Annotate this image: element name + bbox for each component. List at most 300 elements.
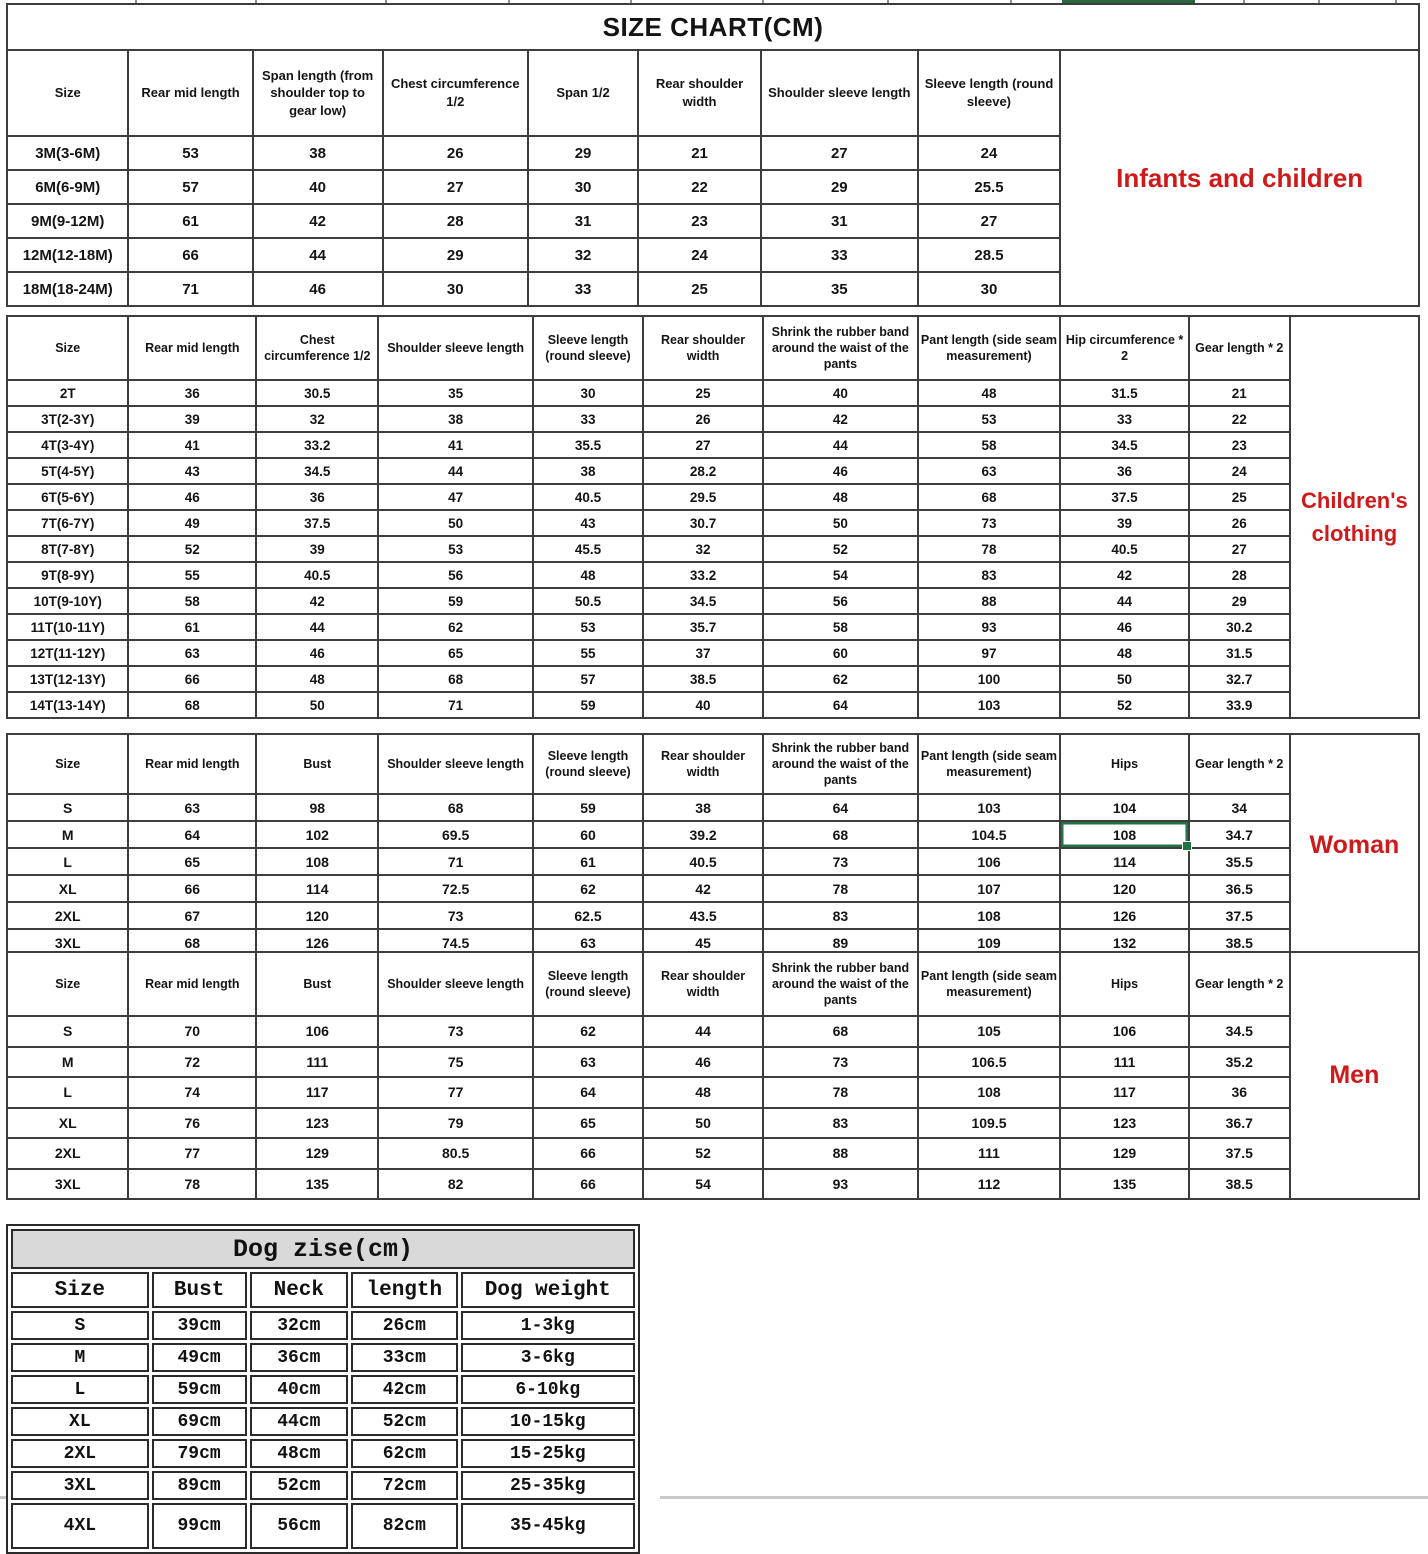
data-cell[interactable]: 48	[533, 562, 643, 588]
column-header[interactable]: Pant length (side seam measurement)	[918, 952, 1061, 1016]
data-cell[interactable]: 31.5	[1189, 640, 1290, 666]
column-header[interactable]: Bust	[256, 734, 378, 794]
data-cell[interactable]: 50	[643, 1108, 763, 1139]
data-cell[interactable]: 78	[763, 1077, 918, 1108]
data-cell[interactable]: 108	[256, 848, 378, 875]
data-cell[interactable]: 57	[128, 170, 252, 204]
data-cell[interactable]: 73	[763, 848, 918, 875]
data-cell[interactable]: 24	[918, 136, 1061, 170]
row-size-label[interactable]: XL	[7, 875, 128, 902]
data-cell[interactable]: 30.7	[643, 510, 763, 536]
data-cell[interactable]: 34.5	[256, 458, 378, 484]
data-cell[interactable]: 68	[378, 666, 533, 692]
row-size-label[interactable]: 9M(9-12M)	[7, 204, 128, 238]
data-cell[interactable]: 108	[918, 902, 1061, 929]
data-cell[interactable]: 41	[128, 432, 256, 458]
row-size-label[interactable]: L	[7, 848, 128, 875]
data-cell[interactable]: 35	[378, 380, 533, 406]
data-cell[interactable]: 30.5	[256, 380, 378, 406]
data-cell[interactable]: 89	[763, 929, 918, 956]
data-cell[interactable]: 66	[128, 666, 256, 692]
column-header[interactable]: Shrink the rubber band around the waist of the pants	[763, 952, 918, 1016]
data-cell[interactable]: 48	[918, 380, 1061, 406]
data-cell[interactable]: 71	[378, 692, 533, 718]
data-cell[interactable]: 40	[643, 692, 763, 718]
data-cell[interactable]: 42	[256, 588, 378, 614]
data-cell[interactable]: 78	[918, 536, 1061, 562]
data-cell[interactable]: 129	[1060, 1138, 1188, 1169]
row-size-label[interactable]: 18M(18-24M)	[7, 272, 128, 306]
data-cell[interactable]: 25	[638, 272, 761, 306]
data-cell[interactable]: 35.5	[1189, 848, 1290, 875]
data-cell[interactable]: 72	[128, 1047, 256, 1078]
row-size-label[interactable]: 2XL	[7, 1138, 128, 1169]
data-cell[interactable]: 32	[256, 406, 378, 432]
column-header[interactable]: Rear mid length	[128, 316, 256, 380]
data-cell[interactable]: 44	[378, 458, 533, 484]
data-cell[interactable]: 45	[643, 929, 763, 956]
column-header[interactable]: Size	[7, 316, 128, 380]
data-cell[interactable]: 40	[763, 380, 918, 406]
row-size-label[interactable]: 4T(3-4Y)	[7, 432, 128, 458]
data-cell[interactable]: 79	[378, 1108, 533, 1139]
data-cell[interactable]: 57	[533, 666, 643, 692]
data-cell[interactable]: 26	[383, 136, 528, 170]
data-cell[interactable]: 30	[383, 272, 528, 306]
data-cell[interactable]: 111	[918, 1138, 1061, 1169]
data-cell[interactable]: 29.5	[643, 484, 763, 510]
row-size-label[interactable]: 14T(13-14Y)	[7, 692, 128, 718]
data-cell[interactable]: 68	[128, 929, 256, 956]
data-cell[interactable]: 39	[256, 536, 378, 562]
data-cell[interactable]: 64	[763, 692, 918, 718]
data-cell[interactable]: 69.5	[378, 821, 533, 848]
data-cell[interactable]: 71	[378, 848, 533, 875]
column-header[interactable]: Span length (from shoulder top to gear low)	[253, 50, 383, 136]
data-cell[interactable]: 83	[763, 902, 918, 929]
row-size-label[interactable]: S	[7, 1016, 128, 1047]
selected-cell[interactable]: 108	[1060, 821, 1188, 848]
column-header[interactable]: Gear length * 2	[1189, 734, 1290, 794]
data-cell[interactable]: 34	[1189, 794, 1290, 821]
data-cell[interactable]: 65	[128, 848, 256, 875]
column-header[interactable]: Span 1/2	[528, 50, 638, 136]
column-header[interactable]: Sleeve length (round sleeve)	[533, 952, 643, 1016]
data-cell[interactable]: 66	[533, 1138, 643, 1169]
data-cell[interactable]: 77	[128, 1138, 256, 1169]
column-header[interactable]: Rear shoulder width	[643, 952, 763, 1016]
data-cell[interactable]: 62	[378, 614, 533, 640]
data-cell[interactable]: 36	[1189, 1077, 1290, 1108]
data-cell[interactable]: 63	[128, 640, 256, 666]
data-cell[interactable]: 36	[256, 484, 378, 510]
column-header[interactable]: Size	[7, 50, 128, 136]
data-cell[interactable]: 40.5	[643, 848, 763, 875]
data-cell[interactable]: 73	[378, 902, 533, 929]
data-cell[interactable]: 93	[763, 1169, 918, 1200]
data-cell[interactable]: 117	[1060, 1077, 1188, 1108]
data-cell[interactable]: 107	[918, 875, 1061, 902]
data-cell[interactable]: 50.5	[533, 588, 643, 614]
data-cell[interactable]: 135	[1060, 1169, 1188, 1200]
column-header[interactable]: Chest circumference 1/2	[256, 316, 378, 380]
column-header[interactable]: Rear shoulder width	[643, 734, 763, 794]
data-cell[interactable]: 68	[763, 821, 918, 848]
data-cell[interactable]: 31	[761, 204, 918, 238]
data-cell[interactable]: 32.7	[1189, 666, 1290, 692]
data-cell[interactable]: 58	[763, 614, 918, 640]
selection-fill-handle[interactable]	[1182, 841, 1192, 851]
data-cell[interactable]: 46	[643, 1047, 763, 1078]
data-cell[interactable]: 74	[128, 1077, 256, 1108]
data-cell[interactable]: 62	[763, 666, 918, 692]
data-cell[interactable]: 23	[1189, 432, 1290, 458]
data-cell[interactable]: 44	[763, 432, 918, 458]
data-cell[interactable]: 50	[763, 510, 918, 536]
data-cell[interactable]: 104	[1060, 794, 1188, 821]
data-cell[interactable]: 63	[918, 458, 1061, 484]
row-size-label[interactable]: S	[7, 794, 128, 821]
data-cell[interactable]: 22	[638, 170, 761, 204]
data-cell[interactable]: 104.5	[918, 821, 1061, 848]
data-cell[interactable]: 44	[253, 238, 383, 272]
data-cell[interactable]: 64	[128, 821, 256, 848]
data-cell[interactable]: 64	[763, 794, 918, 821]
data-cell[interactable]: 53	[378, 536, 533, 562]
data-cell[interactable]: 106.5	[918, 1047, 1061, 1078]
data-cell[interactable]: 27	[383, 170, 528, 204]
data-cell[interactable]: 40.5	[1060, 536, 1188, 562]
data-cell[interactable]: 58	[918, 432, 1061, 458]
data-cell[interactable]: 59	[378, 588, 533, 614]
data-cell[interactable]: 66	[533, 1169, 643, 1200]
data-cell[interactable]: 24	[638, 238, 761, 272]
column-header[interactable]: Pant length (side seam measurement)	[918, 734, 1061, 794]
data-cell[interactable]: 37.5	[1189, 1138, 1290, 1169]
data-cell[interactable]: 74.5	[378, 929, 533, 956]
data-cell[interactable]: 21	[1189, 380, 1290, 406]
data-cell[interactable]: 120	[256, 902, 378, 929]
row-size-label[interactable]: 10T(9-10Y)	[7, 588, 128, 614]
data-cell[interactable]: 106	[918, 848, 1061, 875]
data-cell[interactable]: 78	[128, 1169, 256, 1200]
data-cell[interactable]: 35	[761, 272, 918, 306]
data-cell[interactable]: 67	[128, 902, 256, 929]
data-cell[interactable]: 65	[533, 1108, 643, 1139]
data-cell[interactable]: 55	[128, 562, 256, 588]
data-cell[interactable]: 97	[918, 640, 1061, 666]
column-header[interactable]: Gear length * 2	[1189, 316, 1290, 380]
column-header[interactable]: Size	[7, 734, 128, 794]
data-cell[interactable]: 54	[763, 562, 918, 588]
data-cell[interactable]: 48	[1060, 640, 1188, 666]
data-cell[interactable]: 43	[533, 510, 643, 536]
data-cell[interactable]: 27	[918, 204, 1061, 238]
data-cell[interactable]: 46	[253, 272, 383, 306]
data-cell[interactable]: 44	[256, 614, 378, 640]
data-cell[interactable]: 42	[643, 875, 763, 902]
data-cell[interactable]: 65	[378, 640, 533, 666]
data-cell[interactable]: 27	[643, 432, 763, 458]
row-size-label[interactable]: 3XL	[7, 929, 128, 956]
data-cell[interactable]: 36	[128, 380, 256, 406]
data-cell[interactable]: 21	[638, 136, 761, 170]
data-cell[interactable]: 66	[128, 875, 256, 902]
data-cell[interactable]: 106	[1060, 1016, 1188, 1047]
data-cell[interactable]: 63	[128, 794, 256, 821]
data-cell[interactable]: 22	[1189, 406, 1290, 432]
data-cell[interactable]: 23	[638, 204, 761, 238]
row-size-label[interactable]: 12T(11-12Y)	[7, 640, 128, 666]
data-cell[interactable]: 33	[761, 238, 918, 272]
data-cell[interactable]: 60	[533, 821, 643, 848]
data-cell[interactable]: 80.5	[378, 1138, 533, 1169]
data-cell[interactable]: 88	[763, 1138, 918, 1169]
data-cell[interactable]: 29	[383, 238, 528, 272]
data-cell[interactable]: 36.7	[1189, 1108, 1290, 1139]
data-cell[interactable]: 34.5	[1060, 432, 1188, 458]
row-size-label[interactable]: 9T(8-9Y)	[7, 562, 128, 588]
data-cell[interactable]: 34.7	[1189, 821, 1290, 848]
data-cell[interactable]: 56	[763, 588, 918, 614]
row-size-label[interactable]: 2XL	[7, 902, 128, 929]
data-cell[interactable]: 103	[918, 692, 1061, 718]
data-cell[interactable]: 38.5	[1189, 1169, 1290, 1200]
data-cell[interactable]: 132	[1060, 929, 1188, 956]
data-cell[interactable]: 37	[643, 640, 763, 666]
data-cell[interactable]: 70	[128, 1016, 256, 1047]
data-cell[interactable]: 35.7	[643, 614, 763, 640]
data-cell[interactable]: 52	[763, 536, 918, 562]
data-cell[interactable]: 123	[1060, 1108, 1188, 1139]
data-cell[interactable]: 24	[1189, 458, 1290, 484]
data-cell[interactable]: 68	[128, 692, 256, 718]
row-size-label[interactable]: 3M(3-6M)	[7, 136, 128, 170]
data-cell[interactable]: 46	[256, 640, 378, 666]
data-cell[interactable]: 68	[763, 1016, 918, 1047]
data-cell[interactable]: 38	[253, 136, 383, 170]
data-cell[interactable]: 46	[763, 458, 918, 484]
data-cell[interactable]: 30	[918, 272, 1061, 306]
row-size-label[interactable]: 6M(6-9M)	[7, 170, 128, 204]
data-cell[interactable]: 40.5	[256, 562, 378, 588]
data-cell[interactable]: 61	[533, 848, 643, 875]
data-cell[interactable]: 38	[533, 458, 643, 484]
data-cell[interactable]: 112	[918, 1169, 1061, 1200]
data-cell[interactable]: 102	[256, 821, 378, 848]
data-cell[interactable]: 62.5	[533, 902, 643, 929]
row-size-label[interactable]: 11T(10-11Y)	[7, 614, 128, 640]
data-cell[interactable]: 114	[1060, 848, 1188, 875]
column-header[interactable]: Gear length * 2	[1189, 952, 1290, 1016]
data-cell[interactable]: 42	[253, 204, 383, 238]
data-cell[interactable]: 33.9	[1189, 692, 1290, 718]
data-cell[interactable]: 109.5	[918, 1108, 1061, 1139]
data-cell[interactable]: 27	[1189, 536, 1290, 562]
data-cell[interactable]: 30	[533, 380, 643, 406]
data-cell[interactable]: 28.5	[918, 238, 1061, 272]
data-cell[interactable]: 33.2	[256, 432, 378, 458]
data-cell[interactable]: 52	[128, 536, 256, 562]
data-cell[interactable]: 25	[643, 380, 763, 406]
data-cell[interactable]: 48	[643, 1077, 763, 1108]
data-cell[interactable]: 78	[763, 875, 918, 902]
data-cell[interactable]: 71	[128, 272, 252, 306]
row-size-label[interactable]: 13T(12-13Y)	[7, 666, 128, 692]
data-cell[interactable]: 31	[528, 204, 638, 238]
data-cell[interactable]: 33	[1060, 406, 1188, 432]
data-cell[interactable]: 73	[918, 510, 1061, 536]
column-header[interactable]: Hip circumference * 2	[1060, 316, 1188, 380]
data-cell[interactable]: 50	[256, 692, 378, 718]
data-cell[interactable]: 42	[1060, 562, 1188, 588]
column-header[interactable]: Rear shoulder width	[638, 50, 761, 136]
data-cell[interactable]: 52	[1060, 692, 1188, 718]
column-header[interactable]: Pant length (side seam measurement)	[918, 316, 1061, 380]
data-cell[interactable]: 38	[643, 794, 763, 821]
data-cell[interactable]: 41	[378, 432, 533, 458]
data-cell[interactable]: 108	[918, 1077, 1061, 1108]
row-size-label[interactable]: 3XL	[7, 1169, 128, 1200]
data-cell[interactable]: 43.5	[643, 902, 763, 929]
data-cell[interactable]: 25	[1189, 484, 1290, 510]
data-cell[interactable]: 50	[378, 510, 533, 536]
data-cell[interactable]: 63	[533, 929, 643, 956]
data-cell[interactable]: 47	[378, 484, 533, 510]
data-cell[interactable]: 68	[918, 484, 1061, 510]
data-cell[interactable]: 50	[1060, 666, 1188, 692]
data-cell[interactable]: 25.5	[918, 170, 1061, 204]
column-header[interactable]: Sleeve length (round sleeve)	[533, 316, 643, 380]
data-cell[interactable]: 72.5	[378, 875, 533, 902]
row-size-label[interactable]: 5T(4-5Y)	[7, 458, 128, 484]
column-header[interactable]: Shrink the rubber band around the waist of the pants	[763, 734, 918, 794]
data-cell[interactable]: 60	[763, 640, 918, 666]
data-cell[interactable]: 37.5	[1060, 484, 1188, 510]
data-cell[interactable]: 28.2	[643, 458, 763, 484]
data-cell[interactable]: 33.2	[643, 562, 763, 588]
data-cell[interactable]: 126	[1060, 902, 1188, 929]
column-header[interactable]: Shoulder sleeve length	[378, 734, 533, 794]
data-cell[interactable]: 82	[378, 1169, 533, 1200]
column-header[interactable]: Shoulder sleeve length	[378, 316, 533, 380]
data-cell[interactable]: 37.5	[1189, 902, 1290, 929]
data-cell[interactable]: 88	[918, 588, 1061, 614]
data-cell[interactable]: 46	[128, 484, 256, 510]
data-cell[interactable]: 100	[918, 666, 1061, 692]
data-cell[interactable]: 106	[256, 1016, 378, 1047]
data-cell[interactable]: 49	[128, 510, 256, 536]
data-cell[interactable]: 64	[533, 1077, 643, 1108]
data-cell[interactable]: 33	[533, 406, 643, 432]
data-cell[interactable]: 135	[256, 1169, 378, 1200]
data-cell[interactable]: 61	[128, 204, 252, 238]
data-cell[interactable]: 61	[128, 614, 256, 640]
data-cell[interactable]: 126	[256, 929, 378, 956]
data-cell[interactable]: 40.5	[533, 484, 643, 510]
data-cell[interactable]: 48	[256, 666, 378, 692]
data-cell[interactable]: 34.5	[643, 588, 763, 614]
data-cell[interactable]: 53	[533, 614, 643, 640]
column-header[interactable]: Rear mid length	[128, 952, 256, 1016]
data-cell[interactable]: 76	[128, 1108, 256, 1139]
column-header[interactable]: Hips	[1060, 734, 1188, 794]
column-header[interactable]: Shoulder sleeve length	[378, 952, 533, 1016]
data-cell[interactable]: 129	[256, 1138, 378, 1169]
data-cell[interactable]: 38	[378, 406, 533, 432]
data-cell[interactable]: 33	[528, 272, 638, 306]
data-cell[interactable]: 36.5	[1189, 875, 1290, 902]
data-cell[interactable]: 105	[918, 1016, 1061, 1047]
data-cell[interactable]: 39	[1060, 510, 1188, 536]
data-cell[interactable]: 26	[643, 406, 763, 432]
column-header[interactable]: Shrink the rubber band around the waist of the pants	[763, 316, 918, 380]
data-cell[interactable]: 59	[533, 794, 643, 821]
data-cell[interactable]: 111	[1060, 1047, 1188, 1078]
data-cell[interactable]: 73	[763, 1047, 918, 1078]
column-header[interactable]: Rear mid length	[128, 50, 252, 136]
data-cell[interactable]: 73	[378, 1016, 533, 1047]
data-cell[interactable]: 53	[918, 406, 1061, 432]
row-size-label[interactable]: M	[7, 1047, 128, 1078]
data-cell[interactable]: 27	[761, 136, 918, 170]
data-cell[interactable]: 83	[763, 1108, 918, 1139]
data-cell[interactable]: 117	[256, 1077, 378, 1108]
data-cell[interactable]: 38.5	[643, 666, 763, 692]
data-cell[interactable]: 30	[528, 170, 638, 204]
data-cell[interactable]: 54	[643, 1169, 763, 1200]
column-header[interactable]: Shoulder sleeve length	[761, 50, 918, 136]
row-size-label[interactable]: 2T	[7, 380, 128, 406]
column-header[interactable]: Sleeve length (round sleeve)	[533, 734, 643, 794]
data-cell[interactable]: 29	[528, 136, 638, 170]
data-cell[interactable]: 62	[533, 875, 643, 902]
data-cell[interactable]: 123	[256, 1108, 378, 1139]
data-cell[interactable]: 93	[918, 614, 1061, 640]
data-cell[interactable]: 53	[128, 136, 252, 170]
data-cell[interactable]: 28	[1189, 562, 1290, 588]
data-cell[interactable]: 38.5	[1189, 929, 1290, 956]
row-size-label[interactable]: M	[7, 821, 128, 848]
data-cell[interactable]: 98	[256, 794, 378, 821]
data-cell[interactable]: 77	[378, 1077, 533, 1108]
data-cell[interactable]: 28	[383, 204, 528, 238]
data-cell[interactable]: 32	[528, 238, 638, 272]
data-cell[interactable]: 44	[643, 1016, 763, 1047]
data-cell[interactable]: 56	[378, 562, 533, 588]
data-cell[interactable]: 40	[253, 170, 383, 204]
data-cell[interactable]: 59	[533, 692, 643, 718]
data-cell[interactable]: 75	[378, 1047, 533, 1078]
row-size-label[interactable]: 3T(2-3Y)	[7, 406, 128, 432]
data-cell[interactable]: 109	[918, 929, 1061, 956]
row-size-label[interactable]: L	[7, 1077, 128, 1108]
data-cell[interactable]: 62	[533, 1016, 643, 1047]
column-header[interactable]: Chest circumference 1/2	[383, 50, 528, 136]
data-cell[interactable]: 68	[378, 794, 533, 821]
data-cell[interactable]: 35.5	[533, 432, 643, 458]
data-cell[interactable]: 29	[761, 170, 918, 204]
row-size-label[interactable]: 8T(7-8Y)	[7, 536, 128, 562]
data-cell[interactable]: 30.2	[1189, 614, 1290, 640]
data-cell[interactable]: 39.2	[643, 821, 763, 848]
data-cell[interactable]: 114	[256, 875, 378, 902]
row-size-label[interactable]: 6T(5-6Y)	[7, 484, 128, 510]
data-cell[interactable]: 63	[533, 1047, 643, 1078]
data-cell[interactable]: 36	[1060, 458, 1188, 484]
data-cell[interactable]: 66	[128, 238, 252, 272]
data-cell[interactable]: 46	[1060, 614, 1188, 640]
